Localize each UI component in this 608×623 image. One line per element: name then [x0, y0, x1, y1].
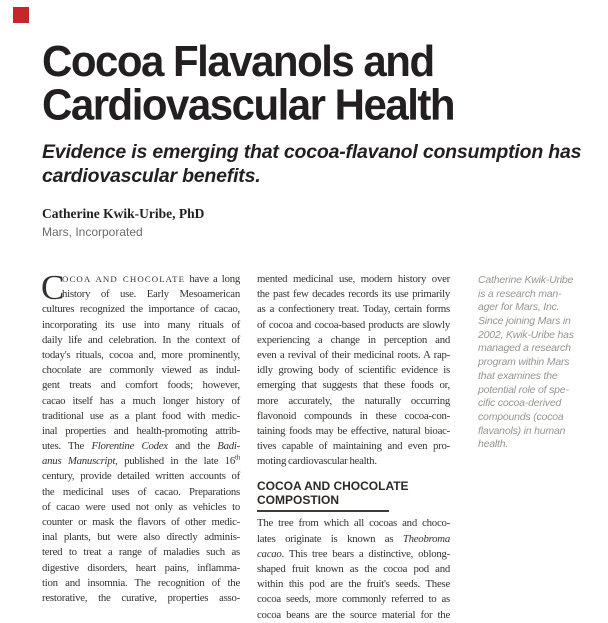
text-line: chocolate are commonly viewed as indul- — [42, 364, 240, 377]
section-heading-line1: COCOA AND CHOCOLATE — [257, 479, 409, 494]
text-line: incorporating its use into many rituals of — [42, 318, 240, 331]
heading-rule — [257, 510, 389, 512]
text-line: mented medicinal use, modern history over — [257, 273, 450, 285]
text-line: the medicinal uses of cacao. Preparations — [42, 485, 240, 498]
text-line: flavanols) in human — [478, 424, 566, 437]
text-line: more accurately, the naturally occurring — [257, 394, 450, 407]
text-line: counter or mask the flavors of other medic- — [42, 516, 240, 528]
text-line: cacao. This tree bears a distinctive, oblong- — [257, 547, 450, 560]
body-column-2 — [257, 272, 450, 623]
text-line: daily life and celebration. In the context of — [42, 333, 240, 346]
text-line: 2002, Kwik-Uribe has — [478, 328, 574, 341]
text-line: utes. The Florentine Codex and the Badi- — [42, 440, 240, 453]
text-line: of cacao were used not only as vehicles to — [42, 500, 240, 513]
article-header — [42, 36, 582, 239]
text-line: restorative, the curative, properties asso- — [42, 591, 240, 604]
first-line-rest: have a long — [185, 273, 240, 285]
page-title — [42, 36, 582, 129]
drop-cap: C — [41, 268, 65, 307]
page-title-line1: Cocoa Flavanols and — [42, 36, 434, 86]
small-caps-lead: OCOA AND CHOCOLATE — [62, 274, 186, 284]
text-line: The tree from which all cocoas and choco- — [257, 517, 450, 530]
text-line: compounds (cocoa — [478, 410, 564, 423]
section-heading-line2: COMPOSTION — [257, 493, 340, 508]
article-subtitle — [42, 140, 582, 188]
author-name: Catherine Kwik-Uribe, PhD — [42, 206, 205, 221]
text-line: tion and insomnia. The recognition of the — [42, 576, 240, 589]
text-line: experiencing a change in perception and — [257, 333, 450, 346]
text-line: taining foods may be effective, natural bioac- — [257, 424, 450, 437]
text-line: moting cardiovascular health. — [257, 455, 377, 468]
text-line: flavonoid compounds in these cocoa-con- — [257, 409, 450, 422]
text-line: history of use. Early Mesoamerican — [62, 288, 240, 301]
text-line: of cocoa and cocoa-based products are slowly — [257, 318, 450, 331]
text-line: anus Manuscript, published in the late 16th — [42, 453, 240, 468]
text-line: tives capable of maintaining and even pro- — [257, 440, 450, 453]
text-line: shaped fruit known as the cocoa pod and — [257, 563, 450, 575]
text-line: today's rituals, cocoa and, more prominently, — [42, 348, 240, 361]
text-line: cific cocoa-derived — [478, 397, 562, 410]
section-heading — [257, 479, 450, 507]
text-line: tered to treat a range of maladies such as — [42, 546, 240, 559]
text-line: program within Mars — [478, 356, 570, 369]
text-line: Catherine Kwik-Uribe — [478, 274, 574, 286]
column2-paragraph1 — [257, 272, 450, 469]
text-line: cultures recognized the importance of cacao, — [42, 303, 240, 316]
column2-paragraph2 — [257, 516, 450, 622]
column1-lines — [42, 287, 240, 606]
text-line: idly growing body of scientific evidence is — [257, 364, 450, 377]
text-line: lates originate is known as Theobroma — [257, 532, 450, 545]
article-subtitle-line2: cardiovascular benefits. — [42, 165, 261, 187]
text-line: traditional use as a plant food with medic- — [42, 409, 240, 422]
body-column-1 — [41, 268, 240, 606]
text-line: digestive disorders, heart pains, inflamma- — [42, 561, 240, 574]
author-affiliation: Mars, Incorporated — [42, 225, 143, 239]
text-line: cocoa beans are the source material for the — [257, 608, 450, 621]
text-line: within this pod are the fruit's seeds. These — [257, 578, 450, 591]
text-line: cocoa seeds, more commonly referred to as — [257, 593, 450, 606]
text-line: as a confectionery treat. Today, certain forms — [257, 303, 450, 316]
text-line: gent treats and comfort foods; however, — [42, 379, 240, 392]
article-subtitle-line1: Evidence is emerging that cocoa-flavanol consumption has — [42, 141, 582, 163]
text-line: potential role of spe- — [478, 383, 569, 396]
text-line: even a revival of their medicinal roots. A rap- — [257, 348, 450, 361]
text-line: health. — [478, 438, 509, 451]
text-line: that examines the — [478, 369, 558, 382]
text-line: is a research man- — [478, 287, 562, 300]
text-line: century, provide detailed written accounts of — [42, 470, 240, 483]
text-line: emerging that suggests that these foods or, — [257, 379, 450, 392]
text-line: managed a research — [478, 342, 571, 355]
page-title-line2: Cardiovascular Health — [42, 80, 455, 129]
text-line: inal plants, but were also directly adminis- — [42, 531, 240, 544]
body-first-line — [42, 272, 240, 287]
text-line: Since joining Mars in — [478, 315, 571, 328]
text-line: the past few decades records its use primarily — [257, 288, 450, 301]
text-line: cacao itself has a much longer history of — [42, 394, 240, 407]
text-line: ager for Mars, Inc. — [478, 301, 560, 314]
sidebar-author-bio — [478, 274, 578, 452]
red-corner-mark — [13, 7, 29, 23]
text-line: inal properties and health-promoting attrib- — [42, 424, 240, 437]
